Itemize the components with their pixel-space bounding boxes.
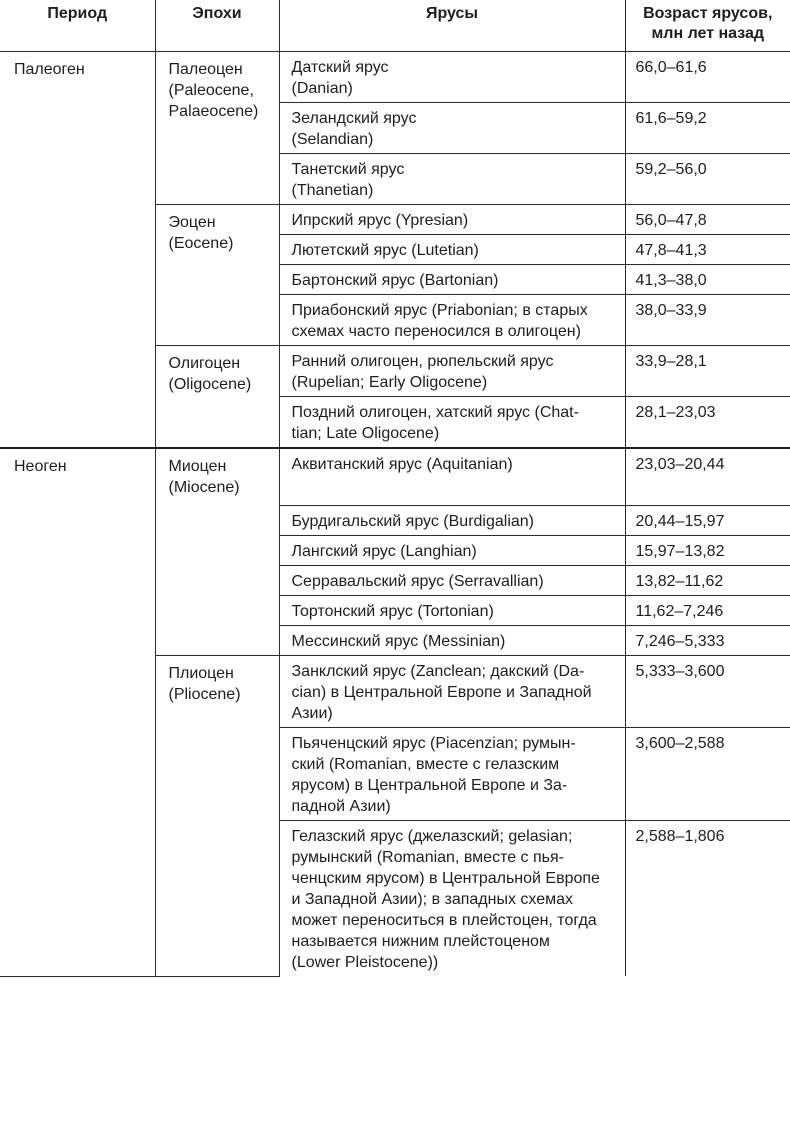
period-cell: Неоген [0,448,155,976]
age-cell: 59,2–56,0 [625,154,790,205]
stage-cell: Ипрский ярус (Ypresian) [279,205,625,235]
stage-cell: Гелазский ярус (джелазский; gelasian; румынский (Romanian, вместе с пья- ченцским ярусом) в Центральной Европе и Западной Азии); в западных схемах может переноситься в плейстоцен, тогда называется нижним плейстоценом (Lower Pleistocene)) [279,821,625,977]
age-cell: 41,3–38,0 [625,265,790,295]
stage-cell: Зеландский ярус (Selandian) [279,103,625,154]
stage-cell: Аквитанский ярус (Aquitanian) [279,448,625,506]
stage-cell: Поздний олигоцен, хатский ярус (Chat- tian; Late Oligocene) [279,397,625,449]
age-cell: 7,246–5,333 [625,626,790,656]
age-cell: 13,82–11,62 [625,566,790,596]
age-cell: 5,333–3,600 [625,656,790,728]
age-cell: 38,0–33,9 [625,295,790,346]
stage-cell: Мессинский ярус (Messinian) [279,626,625,656]
age-cell: 47,8–41,3 [625,235,790,265]
age-cell: 28,1–23,03 [625,397,790,449]
table-body [0,52,790,977]
stage-cell: Лютетский ярус (Lutetian) [279,235,625,265]
stage-cell: Занклский ярус (Zanclean; дакский (Da- cian) в Центральной Европе и Западной Азии) [279,656,625,728]
stage-cell: Бурдигальский ярус (Burdigalian) [279,506,625,536]
stage-cell: Лангский ярус (Langhian) [279,536,625,566]
header-stage: Ярусы [279,0,625,52]
epoch-cell: Миоцен (Miocene) [155,448,279,656]
age-cell: 2,588–1,806 [625,821,790,977]
age-cell: 61,6–59,2 [625,103,790,154]
age-cell: 23,03–20,44 [625,448,790,506]
age-cell: 56,0–47,8 [625,205,790,235]
stage-cell: Тортонский ярус (Tortonian) [279,596,625,626]
age-cell: 11,62–7,246 [625,596,790,626]
stage-cell: Ранний олигоцен, рюпельский ярус (Rupelian; Early Oligocene) [279,346,625,397]
epoch-cell: Олигоцен (Oligocene) [155,346,279,449]
table-row [0,448,790,506]
age-cell: 3,600–2,588 [625,728,790,821]
age-cell: 33,9–28,1 [625,346,790,397]
table-row [0,52,790,103]
age-cell: 15,97–13,82 [625,536,790,566]
stage-cell: Датский ярус (Danian) [279,52,625,103]
epoch-cell: Палеоцен (Paleocene, Palaeocene) [155,52,279,205]
period-cell: Палеоген [0,52,155,449]
stage-cell: Бартонский ярус (Bartonian) [279,265,625,295]
header-age: Возраст ярусов, млн лет назад [625,0,790,52]
stage-cell: Серравальский ярус (Serravallian) [279,566,625,596]
stage-cell: Танетский ярус (Thanetian) [279,154,625,205]
epoch-cell: Эоцен (Eocene) [155,205,279,346]
table-header-row [0,0,790,52]
age-cell: 66,0–61,6 [625,52,790,103]
epoch-cell: Плиоцен (Pliocene) [155,656,279,977]
header-epoch: Эпохи [155,0,279,52]
age-cell: 20,44–15,97 [625,506,790,536]
stage-cell: Пьяченцский ярус (Piacenzian; румын- ский (Romanian, вместе с гелазским ярусом) в Центральной Европе и За- падной Азии) [279,728,625,821]
stage-cell: Приабонский ярус (Priabonian; в старых схемах часто переносился в олигоцен) [279,295,625,346]
header-period: Период [0,0,155,52]
